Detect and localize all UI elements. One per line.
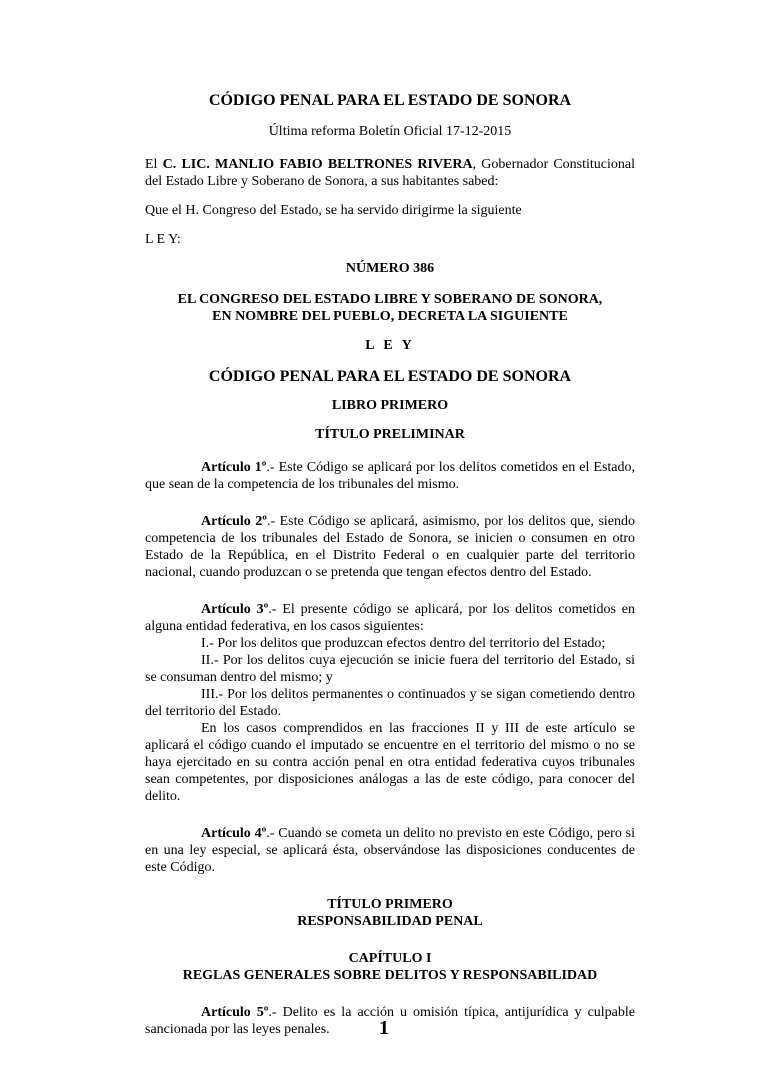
article-2 xyxy=(145,513,635,581)
article-2-label: Artículo 2º xyxy=(201,514,267,529)
ley-intro: L E Y: xyxy=(145,232,181,247)
article-5-label: Artículo 5º xyxy=(201,1005,269,1020)
article-3 xyxy=(145,601,635,635)
article-1 xyxy=(145,459,635,493)
congress-paragraph: Que el H. Congreso del Estado, se ha servido dirigirme la siguiente xyxy=(145,203,522,218)
ley-heading: L E Y xyxy=(365,338,415,353)
article-5-text: .- Delito es la acción u omisión típica, antijurídica y culpable sancionada por las leyes penales. xyxy=(145,1005,636,1037)
intro-suffix: , Gobernador Constitucional del Estado Libre y Soberano de Sonora, a sus habitantes sabed: xyxy=(145,157,635,189)
document-body xyxy=(145,92,635,1038)
article-1-text: .- Este Código se aplicará por los delitos cometidos en el Estado, que sean de la competencia de los tribunales del mismo. xyxy=(145,460,636,492)
capitulo-i: CAPÍTULO I xyxy=(348,951,432,966)
document-page xyxy=(0,92,768,1086)
decree-heading xyxy=(145,291,635,325)
reglas-generales: REGLAS GENERALES SOBRE DELITOS Y RESPONSABILIDAD xyxy=(182,968,598,983)
article-4-label: Artículo 4º xyxy=(201,826,267,841)
intro-paragraph xyxy=(145,156,635,190)
article-3-text: .- El presente código se aplicará, por los delitos cometidos en alguna entidad federativa, en los casos siguientes: xyxy=(145,602,635,634)
last-reform-line: Última reforma Boletín Oficial 17-12-2015 xyxy=(268,124,512,139)
code-title: CÓDIGO PENAL PARA EL ESTADO DE SONORA xyxy=(208,368,572,385)
intro-prefix: El xyxy=(145,157,163,172)
article-3-label: Artículo 3º xyxy=(201,602,269,617)
article-3-fraction-2: II.- Por los delitos cuya ejecución se inicie fuera del territorio del Estado, si se consuman dentro del mismo; y xyxy=(145,653,635,685)
capitulo-heading xyxy=(145,950,635,984)
decree-line-1: EL CONGRESO DEL ESTADO LIBRE Y SOBERANO DE SONORA, xyxy=(177,292,603,307)
document-title: CÓDIGO PENAL PARA EL ESTADO DE SONORA xyxy=(208,92,572,109)
article-3-paragraph: En los casos comprendidos en las fracciones II y III de este artículo se aplicará el código cuando el imputado se encuentre en el territorio del mismo o no se haya ejercitado en su contra acción penal en otra entidad federativa cuyos tribunales sean competentes, por disposiciones análogas a las de este código, para conocer del delito. xyxy=(145,721,635,804)
article-3-fraction-1: I.- Por los delitos que produzcan efectos dentro del territorio del Estado; xyxy=(201,636,606,651)
article-2-text: .- Este Código se aplicará, asimismo, por los delitos que, siendo competencia de los tribunales del Estado de Sonora, se inicien o consumen en otro Estado de la República, en el Distrito Federal o en cualquier parte del territorio nacional, cuando produzcan o se pretenda que tengan efectos dentro del Estado. xyxy=(145,514,636,580)
titulo-primero-heading xyxy=(145,896,635,930)
decree-number: NÚMERO 386 xyxy=(345,261,435,276)
governor-name: C. LIC. MANLIO FABIO BELTRONES RIVERA xyxy=(162,157,473,172)
article-3-fraction-3: III.- Por los delitos permanentes o continuados y se sigan cometiendo dentro del territorio del Estado. xyxy=(145,687,635,719)
article-4 xyxy=(145,825,635,876)
article-1-label: Artículo 1º xyxy=(201,460,267,475)
titulo-primero: TÍTULO PRIMERO xyxy=(327,897,453,912)
libro-heading: LIBRO PRIMERO xyxy=(331,398,449,413)
decree-line-2: EN NOMBRE DEL PUEBLO, DECRETA LA SIGUIENTE xyxy=(212,309,568,324)
responsabilidad-penal: RESPONSABILIDAD PENAL xyxy=(297,914,483,929)
article-4-text: .- Cuando se cometa un delito no previsto en este Código, pero si en una ley especial, se aplicará ésta, observándose las disposiciones conducentes de este Código. xyxy=(145,826,635,875)
titulo-preliminar-heading: TÍTULO PRELIMINAR xyxy=(315,427,465,442)
page-number: 1 xyxy=(379,1017,389,1039)
